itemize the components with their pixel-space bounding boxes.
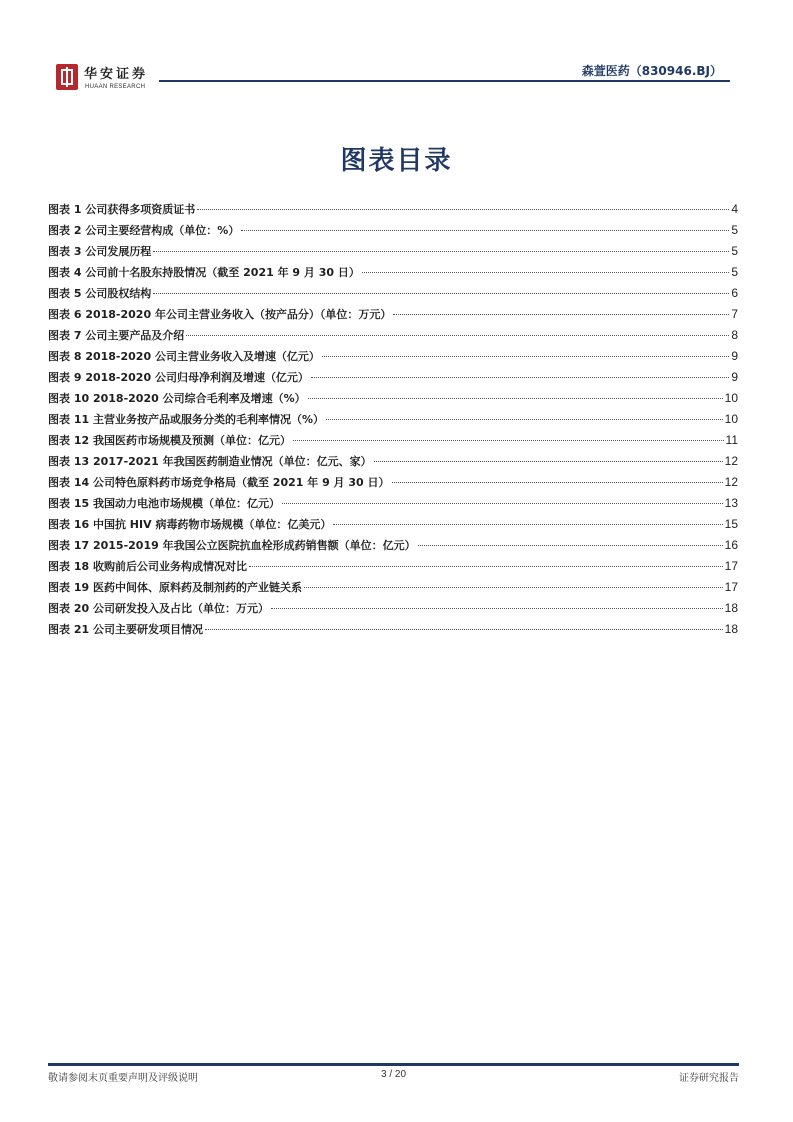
toc-entry[interactable]: [48, 600, 738, 621]
toc-leader-dots: [241, 230, 729, 231]
toc-leader-dots: [153, 293, 729, 294]
toc-entry-label: 图表 4 公司前十名股东持股情况（截至 2021 年 9 月 30 日）: [48, 266, 360, 279]
toc-leader-dots: [374, 461, 723, 462]
toc-entry[interactable]: [48, 474, 738, 495]
toc-entry-page: 10: [724, 412, 738, 426]
toc-entry[interactable]: [48, 264, 738, 285]
toc-leader-dots: [186, 335, 729, 336]
toc-leader-dots: [362, 272, 729, 273]
toc-entry-label: 图表 20 公司研发投入及占比（单位：万元）: [48, 602, 269, 615]
logo-english-name: HUAAN RESEARCH: [85, 84, 146, 90]
toc-leader-dots: [326, 419, 723, 420]
toc-entry[interactable]: [48, 369, 738, 390]
toc-entry[interactable]: [48, 432, 738, 453]
toc-entry-page: 8: [731, 328, 738, 342]
toc-entry[interactable]: [48, 516, 738, 537]
toc-entry-page: 13: [724, 496, 738, 510]
report-type: 证券研究报告: [679, 1073, 739, 1084]
toc-leader-dots: [293, 440, 724, 441]
toc-entry-page: 9: [731, 349, 738, 363]
footer-disclaimer: 敬请参阅末页重要声明及评级说明: [48, 1073, 198, 1084]
toc-entry-page: 11: [725, 433, 738, 447]
toc-entry[interactable]: [48, 453, 738, 474]
toc-entry-label: 图表 6 2018-2020 年公司主营业务收入（按产品分）（单位：万元）: [48, 308, 392, 321]
toc-entry[interactable]: [48, 243, 738, 264]
toc-entry-label: 图表 19 医药中间体、原料药及制剂药的产业链关系: [48, 581, 302, 594]
toc-entry[interactable]: [48, 390, 738, 411]
toc-list: [48, 201, 738, 642]
toc-entry-page: 15: [724, 517, 738, 531]
toc-leader-dots: [304, 587, 723, 588]
toc-entry-page: 9: [731, 370, 738, 384]
toc-entry-page: 16: [724, 538, 738, 552]
toc-entry-label: 图表 7 公司主要产品及介绍: [48, 329, 185, 342]
toc-entry-label: 图表 1 公司获得多项资质证书: [48, 203, 196, 216]
toc-entry-page: 6: [731, 286, 738, 300]
toc-entry-label: 图表 16 中国抗 HIV 病毒药物市场规模（单位：亿美元）: [48, 518, 332, 531]
toc-entry-label: 图表 14 公司特色原料药市场竞争格局（截至 2021 年 9 月 30 日）: [48, 476, 390, 489]
toc-entry-label: 图表 5 公司股权结构: [48, 287, 152, 300]
footer-divider: [48, 1063, 739, 1066]
toc-entry-page: 5: [731, 265, 738, 279]
toc-entry-label: 图表 12 我国医药市场规模及预测（单位：亿元）: [48, 434, 291, 447]
toc-entry-label: 图表 13 2017-2021 年我国医药制造业情况（单位：亿元、家）: [48, 455, 372, 468]
toc-entry[interactable]: [48, 222, 738, 243]
page-number: 3 / 20: [380, 1069, 407, 1080]
toc-entry-page: 18: [724, 622, 738, 636]
toc-leader-dots: [308, 398, 723, 399]
toc-entry-label: 图表 11 主营业务按产品或服务分类的毛利率情况（%）: [48, 413, 324, 426]
toc-entry-page: 10: [724, 391, 738, 405]
toc-entry-page: 17: [724, 580, 738, 594]
toc-entry-page: 12: [724, 454, 738, 468]
page-header: [54, 62, 730, 98]
toc-entry-page: 4: [731, 202, 738, 216]
toc-leader-dots: [418, 545, 723, 546]
toc-entry[interactable]: [48, 306, 738, 327]
toc-entry[interactable]: [48, 495, 738, 516]
toc-leader-dots: [311, 377, 729, 378]
toc-entry[interactable]: [48, 558, 738, 579]
toc-entry-label: 图表 15 我国动力电池市场规模（单位：亿元）: [48, 497, 280, 510]
toc-entry[interactable]: [48, 201, 738, 222]
toc-entry-label: 图表 18 收购前后公司业务构成情况对比: [48, 560, 247, 573]
toc-leader-dots: [153, 251, 729, 252]
toc-leader-dots: [205, 629, 723, 630]
huaan-logo-icon: [56, 64, 78, 90]
toc-entry-label: 图表 17 2015-2019 年我国公立医院抗血栓形成药销售额（单位：亿元）: [48, 539, 416, 552]
toc-entry-label: 图表 9 2018-2020 公司归母净利润及增速（亿元）: [48, 371, 309, 384]
logo-chinese-name: 华安证券: [84, 67, 149, 82]
toc-leader-dots: [393, 314, 729, 315]
toc-entry-page: 12: [724, 475, 738, 489]
toc-entry-page: 18: [724, 601, 738, 615]
toc-entry-label: 图表 3 公司发展历程: [48, 245, 152, 258]
header-divider: [159, 80, 730, 82]
toc-entry[interactable]: [48, 621, 738, 642]
toc-leader-dots: [282, 503, 723, 504]
toc-entry-page: 17: [724, 559, 738, 573]
toc-entry[interactable]: [48, 348, 738, 369]
toc-entry-page: 5: [731, 223, 738, 237]
toc-entry[interactable]: [48, 285, 738, 306]
toc-leader-dots: [271, 608, 723, 609]
page-title: 图表目录: [340, 146, 453, 176]
toc-entry[interactable]: [48, 579, 738, 600]
toc-entry-label: 图表 2 公司主要经营构成（单位：%）: [48, 224, 240, 237]
toc-leader-dots: [322, 356, 729, 357]
toc-entry[interactable]: [48, 411, 738, 432]
toc-leader-dots: [392, 482, 723, 483]
toc-leader-dots: [197, 209, 729, 210]
toc-entry[interactable]: [48, 537, 738, 558]
toc-entry-label: 图表 21 公司主要研发项目情况: [48, 623, 203, 636]
toc-leader-dots: [333, 524, 722, 525]
toc-entry[interactable]: [48, 327, 738, 348]
toc-entry-label: 图表 10 2018-2020 公司综合毛利率及增速（%）: [48, 392, 306, 405]
toc-entry-page: 5: [731, 244, 738, 258]
toc-leader-dots: [249, 566, 723, 567]
toc-entry-page: 7: [731, 307, 738, 321]
toc-entry-label: 图表 8 2018-2020 公司主营业务收入及增速（亿元）: [48, 350, 320, 363]
company-ticker: 森萱医药（830946.BJ）: [581, 64, 722, 78]
